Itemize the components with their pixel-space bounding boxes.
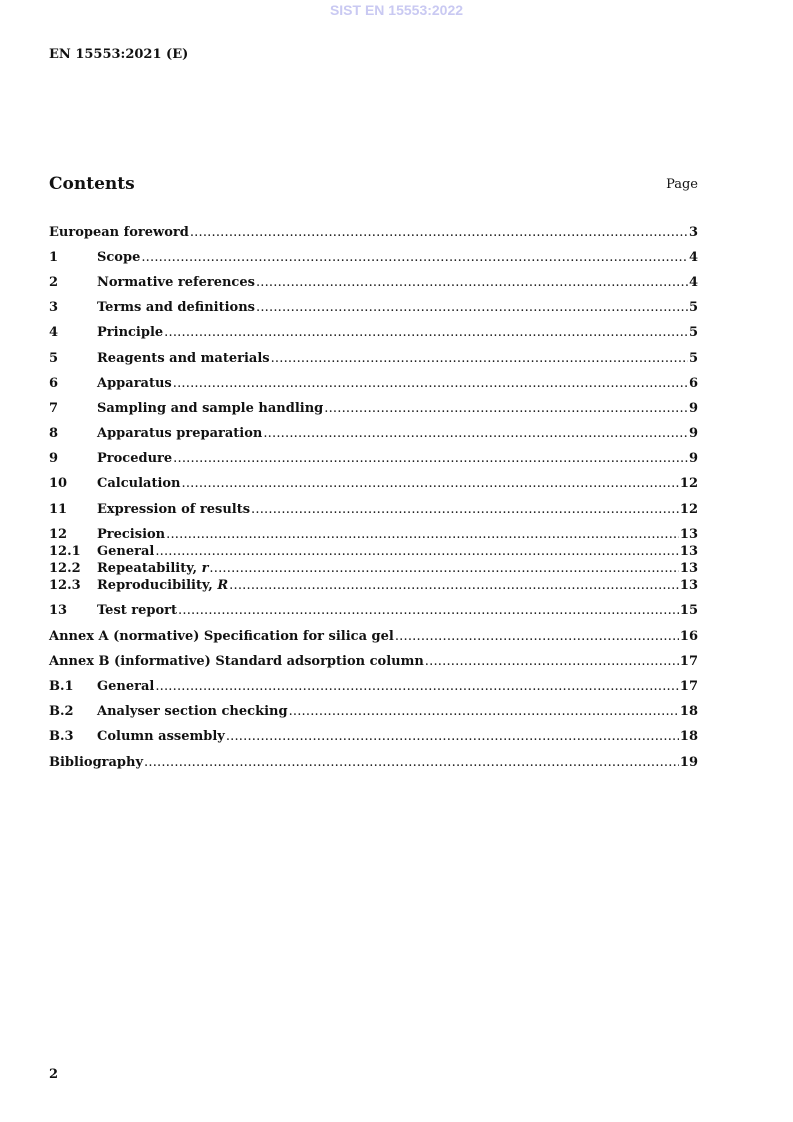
- page-column-label: Page: [666, 177, 698, 192]
- toc-entry[interactable]: [49, 561, 698, 577]
- toc-entry-page: 13: [679, 561, 698, 576]
- toc-entry[interactable]: [49, 544, 698, 560]
- toc-entry-number: 8: [49, 426, 59, 441]
- toc-entry-title-text: Principle: [97, 325, 164, 340]
- toc-entry-number: 1: [49, 250, 59, 265]
- toc-entry-title[interactable]: [97, 502, 250, 518]
- toc-entry-title-text: Procedure: [97, 451, 173, 466]
- toc-entry[interactable]: [49, 401, 698, 417]
- toc-entry-title-text: Annex B (informative) Standard adsorption column: [49, 654, 424, 669]
- toc-dot-leader: [155, 679, 679, 695]
- toc-entry[interactable]: [49, 325, 698, 341]
- toc-entry-title-text: European foreword: [49, 225, 189, 240]
- toc-entry-title-text: Scope: [97, 250, 141, 265]
- toc-entry-number: 12.1: [49, 544, 81, 559]
- toc-dot-leader: [166, 527, 679, 543]
- toc-entry-page: 5: [688, 325, 698, 340]
- toc-entry-title-text: General: [97, 544, 155, 559]
- toc-entry-page: 17: [679, 679, 698, 694]
- toc-dot-leader: [324, 401, 688, 417]
- toc-entry-page: 18: [679, 704, 698, 719]
- toc-entry-title-text: Analyser section checking: [97, 704, 288, 719]
- toc-entry-title[interactable]: [97, 401, 323, 417]
- toc-entry-number: 12.2: [49, 561, 81, 576]
- toc-entry-title[interactable]: [97, 561, 208, 577]
- toc-entry[interactable]: [49, 755, 698, 771]
- toc-entry-title[interactable]: [49, 654, 424, 670]
- toc-dot-leader: [251, 502, 679, 518]
- toc-entry[interactable]: [49, 629, 698, 645]
- toc-entry-number: 4: [49, 325, 59, 340]
- toc-entry-page: 15: [679, 603, 698, 618]
- toc-dot-leader: [173, 451, 688, 467]
- toc-entry-number: B.2: [49, 704, 74, 719]
- toc-entry-title[interactable]: [97, 578, 228, 594]
- toc-dot-leader: [155, 544, 679, 560]
- toc-entry-page: 9: [688, 451, 698, 466]
- toc-entry[interactable]: [49, 603, 698, 619]
- toc-entry-title-text: General: [97, 679, 155, 694]
- toc-entry-page: 13: [679, 544, 698, 559]
- toc-entry-title-text: Precision: [97, 527, 166, 542]
- toc-entry-number: B.1: [49, 679, 74, 694]
- toc-dot-leader: [395, 629, 679, 645]
- toc-entry-title[interactable]: [97, 325, 163, 341]
- toc-entry-number: 12.3: [49, 578, 81, 593]
- toc-entry[interactable]: [49, 300, 698, 316]
- toc-entry-title-text: Terms and definitions: [97, 300, 255, 315]
- toc-entry[interactable]: [49, 351, 698, 367]
- toc-dot-leader: [164, 325, 688, 341]
- toc-entry-number: B.3: [49, 729, 74, 744]
- document-id: EN 15553:2021 (E): [49, 47, 189, 62]
- toc-entry[interactable]: [49, 679, 698, 695]
- toc-entry-number: 2: [49, 275, 59, 290]
- toc-entry-page: 18: [679, 729, 698, 744]
- toc-entry[interactable]: [49, 527, 698, 543]
- toc-entry-number: 9: [49, 451, 59, 466]
- toc-entry-title[interactable]: [49, 225, 189, 241]
- toc-entry-title[interactable]: [97, 544, 154, 560]
- toc-entry-title-text: Calculation: [97, 476, 181, 491]
- toc-entry-page: 9: [688, 426, 698, 441]
- toc-dot-leader: [226, 729, 679, 745]
- toc-entry-title[interactable]: [97, 426, 262, 442]
- toc-entry[interactable]: [49, 275, 698, 291]
- toc-entry-title[interactable]: [97, 704, 288, 720]
- toc-entry-number: 5: [49, 351, 59, 366]
- toc-entry-title-text: Apparatus: [97, 376, 172, 391]
- toc-entry-number: 13: [49, 603, 68, 618]
- toc-entry-title[interactable]: [97, 275, 255, 291]
- toc-entry-page: 9: [688, 401, 698, 416]
- toc-dot-leader: [178, 603, 679, 619]
- toc-entry[interactable]: [49, 376, 698, 392]
- toc-dot-leader: [141, 250, 688, 266]
- toc-dot-leader: [256, 275, 688, 291]
- toc-entry[interactable]: [49, 225, 698, 241]
- toc-entry[interactable]: [49, 729, 698, 745]
- toc-entry-number: 3: [49, 300, 59, 315]
- toc-entry-title[interactable]: [97, 300, 255, 316]
- toc-entry-page: 3: [688, 225, 698, 240]
- toc-entry-page: 4: [688, 275, 698, 290]
- toc-entry-page: 13: [679, 578, 698, 593]
- toc-entry-title-text: Test report: [97, 603, 178, 618]
- toc-entry-title[interactable]: [97, 376, 172, 392]
- toc-dot-leader: [173, 376, 688, 392]
- toc-entry[interactable]: [49, 451, 698, 467]
- toc-entry-title[interactable]: [97, 250, 140, 266]
- toc-entry-page: 17: [679, 654, 698, 669]
- toc-entry-title[interactable]: [49, 629, 394, 645]
- toc-entry-title[interactable]: [97, 729, 225, 745]
- toc-entry-page: 6: [688, 376, 698, 391]
- toc-entry[interactable]: [49, 250, 698, 266]
- page-number: 2: [49, 1067, 59, 1082]
- toc-entry-title[interactable]: [97, 527, 165, 543]
- toc-entry-title-text: Repeatability,: [97, 561, 202, 576]
- toc-entry[interactable]: [49, 704, 698, 720]
- toc-entry[interactable]: [49, 578, 698, 594]
- toc-entry-page: 12: [679, 502, 698, 517]
- toc-entry-title-text: Apparatus preparation: [97, 426, 263, 441]
- toc-entry-title[interactable]: [49, 755, 143, 771]
- toc-entry-number: 11: [49, 502, 68, 517]
- toc-dot-leader: [263, 426, 688, 442]
- toc-dot-leader: [425, 654, 679, 670]
- toc-entry-symbol: R: [217, 578, 229, 593]
- toc-dot-leader: [271, 351, 688, 367]
- toc-entry-number: 7: [49, 401, 59, 416]
- toc-dot-leader: [144, 755, 679, 771]
- toc-entry-title-text: Annex A (normative) Specification for silica gel: [49, 629, 394, 644]
- toc-entry-title[interactable]: [97, 679, 154, 695]
- toc-entry-title-text: Sampling and sample handling: [97, 401, 324, 416]
- toc-entry-title[interactable]: [97, 603, 177, 619]
- toc-entry-title-text: Reproducibility,: [97, 578, 218, 593]
- toc-entry[interactable]: [49, 654, 698, 670]
- toc-dot-leader: [289, 704, 679, 720]
- toc-entry-page: 5: [688, 300, 698, 315]
- toc-entry-title-text: Reagents and materials: [97, 351, 270, 366]
- toc-dot-leader: [190, 225, 688, 241]
- toc-entry-title[interactable]: [97, 451, 172, 467]
- toc-entry-page: 19: [679, 755, 698, 770]
- toc-entry[interactable]: [49, 426, 698, 442]
- toc-entry[interactable]: [49, 502, 698, 518]
- contents-title: Contents: [49, 174, 135, 194]
- toc-entry-symbol: r: [201, 561, 209, 576]
- toc-entry-number: 6: [49, 376, 59, 391]
- toc-entry-page: 13: [679, 527, 698, 542]
- toc-entry-page: 4: [688, 250, 698, 265]
- toc-entry-title-text: Normative references: [97, 275, 255, 290]
- toc-dot-leader: [209, 561, 678, 577]
- toc-entry-title[interactable]: [97, 476, 181, 492]
- toc-entry-title[interactable]: [97, 351, 270, 367]
- toc-dot-leader: [229, 578, 679, 594]
- toc-entry-page: 16: [679, 629, 698, 644]
- toc-entry-title-text: Column assembly: [97, 729, 225, 744]
- toc-entry[interactable]: [49, 476, 698, 492]
- toc-entry-number: 12: [49, 527, 68, 542]
- toc-entry-title-text: Bibliography: [49, 755, 144, 770]
- toc-dot-leader: [182, 476, 679, 492]
- watermark-text: SIST EN 15553:2022: [329, 2, 464, 18]
- toc-entry-number: 10: [49, 476, 68, 491]
- toc-entry-page: 12: [679, 476, 698, 491]
- toc-entry-title-text: Expression of results: [97, 502, 251, 517]
- toc-dot-leader: [256, 300, 688, 316]
- toc-entry-page: 5: [688, 351, 698, 366]
